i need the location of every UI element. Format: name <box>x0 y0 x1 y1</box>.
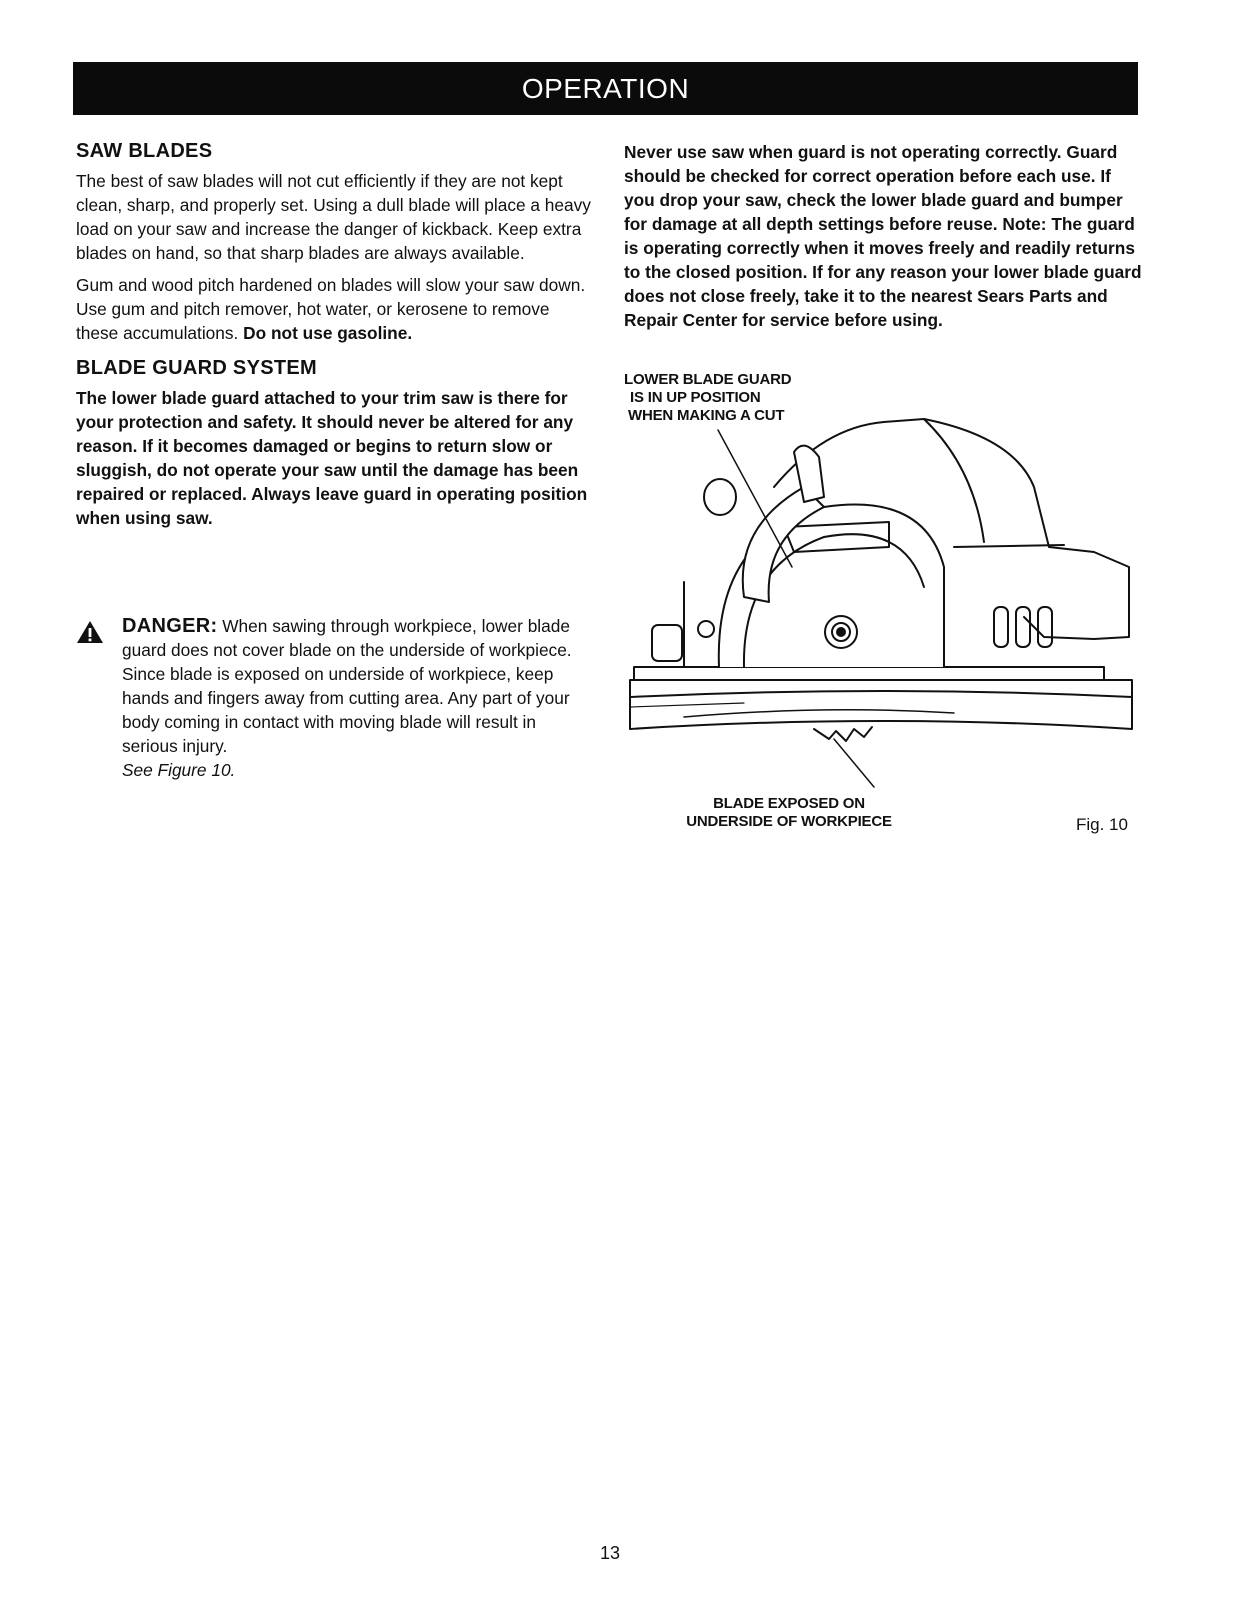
section-header <box>73 62 1138 115</box>
blade-guard-warning: The lower blade guard attached to your trim saw is there for your protection and safety. It should never be altered for any reason. If it becomes damaged or begins to return slow or sluggish, do not operate your saw until the damage has been repaired or replaced. Always leave guard in operating position when using saw. <box>76 388 588 528</box>
blade-guard-heading: BLADE GUARD SYSTEM <box>76 357 317 379</box>
left-column <box>76 140 596 530</box>
page-number: 13 <box>600 1543 621 1563</box>
danger-notice <box>76 614 596 782</box>
trim-saw-illustration <box>624 367 1144 837</box>
danger-text: When sawing through workpiece, lower blade guard does not cover blade on the underside of workpiece. Since blade is exposed on underside of workpiece, keep hands and fingers away from cutting area. Any part of your body coming in contact with moving blade will result in serious injury. <box>122 616 572 756</box>
section-title: OPERATION <box>521 72 690 104</box>
figure-label: Fig. 10 <box>1076 815 1128 834</box>
danger-label: DANGER: <box>122 615 218 637</box>
see-figure-reference: See Figure 10. <box>122 760 236 780</box>
saw-blades-heading: SAW BLADES <box>76 140 213 162</box>
figure-10 <box>624 367 1144 837</box>
callout-line: UNDERSIDE OF WORKPIECE <box>686 813 892 830</box>
callout-line: IS IN UP POSITION <box>630 389 761 406</box>
no-gasoline-warning: Do not use gasoline. <box>243 323 413 343</box>
callout-lower-guard <box>624 371 791 425</box>
callout-line: LOWER BLADE GUARD <box>624 371 792 388</box>
saw-blades-paragraph-1: The best of saw blades will not cut efficiently if they are not kept clean, sharp, and properly set. Using a dull blade will place a heavy load on your saw and increase the danger of kickback. Keep extra blades on hand, so that sharp blades are always available. <box>76 171 591 263</box>
saw-blades-paragraph-2 <box>76 273 596 345</box>
callout-line: WHEN MAKING A CUT <box>628 407 785 424</box>
saw-blades-paragraph-2-text: Gum and wood pitch hardened on blades will slow your saw down. Use gum and pitch remover, hot water, or kerosene to remove these accumulations. <box>76 275 586 343</box>
guard-check-warning: Never use saw when guard is not operating correctly. Guard should be checked for correct operation before each use. If you drop your saw, check the lower blade guard and bumper for damage at all depth settings before reuse. Note: The guard is operating correctly when it moves freely and readily returns to the closed position. If for any reason your lower blade guard does not close freely, take it to the nearest Sears Parts and Repair Center for service before using. <box>624 142 1142 330</box>
callout-line: BLADE EXPOSED ON <box>713 795 865 812</box>
warning-triangle-icon <box>76 620 104 644</box>
right-column <box>624 140 1144 332</box>
callout-blade-exposed <box>624 795 954 831</box>
